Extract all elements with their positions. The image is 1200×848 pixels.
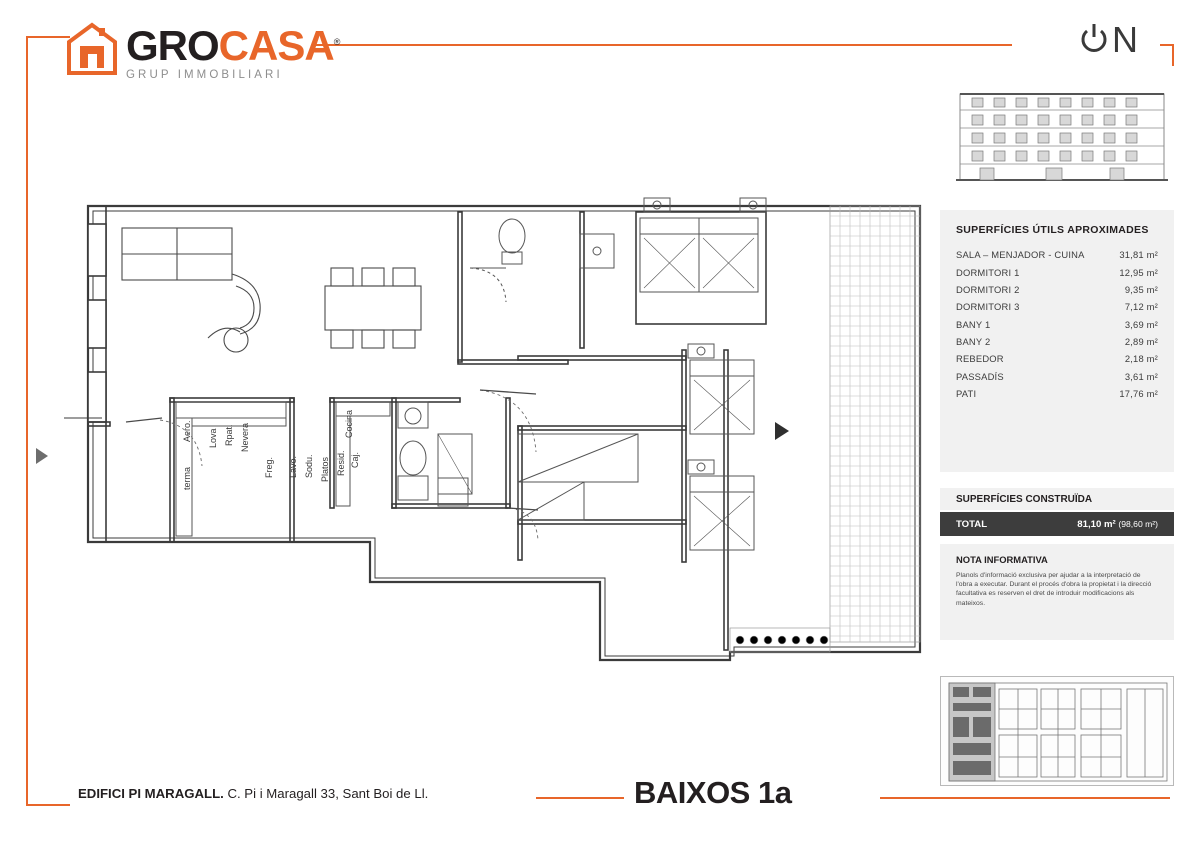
table-row — [940, 368, 1174, 385]
table-row — [940, 263, 1174, 280]
surface-value: 9,35 m² — [1124, 283, 1158, 295]
plan-label-terma: terma — [182, 466, 192, 490]
table-row — [940, 333, 1174, 350]
useful-surfaces-panel — [940, 210, 1174, 472]
built-surfaces-title: SUPERFÍCIES CONSTRUÏDA — [956, 494, 1093, 505]
surface-label: SALA – MENJADOR - CUINA — [956, 249, 1085, 261]
svg-text:Nevera: Nevera — [240, 422, 250, 452]
total-value-extra: (98,60 m²) — [1118, 518, 1158, 529]
svg-text:Caj.: Caj. — [350, 451, 360, 468]
plan-label-aero: Aero. — [182, 420, 192, 442]
svg-text:Lavo.: Lavo. — [288, 455, 298, 478]
total-value-main: 81,10 m² — [1077, 518, 1116, 530]
svg-text:Platos: Platos — [320, 456, 330, 482]
surface-label: DORMITORI 2 — [956, 283, 1020, 295]
svg-text:Sodu.: Sodu. — [304, 454, 314, 478]
surface-label: PATI — [956, 388, 977, 400]
footer-building-info — [78, 786, 428, 801]
surface-value: 2,18 m² — [1124, 353, 1158, 365]
footer-address: C. Pi i Maragall 33, Sant Boi de Ll. — [223, 786, 429, 801]
power-icon — [1079, 23, 1109, 57]
frame-line-top-left — [26, 36, 70, 38]
built-surfaces-header — [940, 488, 1174, 510]
logo-tagline: GRUP IMMOBILIARI — [126, 69, 283, 81]
logo-word-gro: GRO — [126, 22, 219, 69]
direction-arrow-icon — [775, 422, 789, 440]
surface-value: 3,69 m² — [1124, 318, 1158, 330]
surface-value: 3,61 m² — [1124, 370, 1158, 382]
table-row — [940, 350, 1174, 367]
svg-text:Cocina: Cocina — [344, 409, 354, 438]
table-row — [940, 385, 1174, 402]
floor-plan-drawing — [40, 190, 930, 690]
frame-line-bottom-right — [880, 797, 1170, 799]
informative-note-panel — [940, 544, 1174, 640]
frame-line-right-vertical — [1172, 44, 1174, 66]
frame-line-left — [26, 36, 28, 806]
table-row — [940, 281, 1174, 298]
svg-text:Lova: Lova — [208, 428, 218, 448]
built-surfaces-total-row — [940, 512, 1174, 536]
surface-label: PASSADÍS — [956, 370, 1004, 382]
surface-label: DORMITORI 3 — [956, 301, 1020, 313]
note-text: Planols d'informació exclusiva per ajudar a la interpretació de l'obra a executar. Durant el procés d'obra la propietat i la direcció facultativa es reserven el dret de introduir modificacions als mateixos. — [956, 572, 1152, 607]
surface-label: BANY 1 — [956, 318, 991, 330]
note-title: NOTA INFORMATIVA — [956, 554, 1048, 565]
surface-value: 31,81 m² — [1119, 249, 1158, 261]
key-plan-thumbnail — [940, 676, 1174, 786]
surface-value: 17,76 m² — [1119, 388, 1158, 400]
svg-text:Rpat.: Rpat. — [224, 424, 234, 446]
footer-building-name: EDIFICI PI MARAGALL. — [78, 786, 224, 801]
frame-line-top-middle — [312, 44, 1012, 46]
logo-registered-mark: ® — [333, 37, 340, 47]
total-label: TOTAL — [956, 518, 988, 530]
unit-title: BAIXOS 1a — [634, 775, 792, 810]
logo-wordmark — [126, 22, 340, 69]
logo-word-casa: CASA — [218, 22, 334, 69]
svg-text:Resid.: Resid. — [336, 450, 346, 476]
total-value — [1077, 519, 1174, 530]
surface-label: DORMITORI 1 — [956, 266, 1020, 278]
on-mark — [1079, 19, 1138, 60]
frame-line-bottom-middle — [536, 797, 624, 799]
surface-value: 2,89 m² — [1124, 336, 1158, 348]
surface-value: 12,95 m² — [1119, 266, 1158, 278]
brand-logo — [66, 22, 339, 81]
table-row — [940, 298, 1174, 315]
on-mark-letter: N — [1112, 19, 1138, 60]
house-icon — [66, 22, 118, 76]
surface-label: REBEDOR — [956, 353, 1004, 365]
building-elevation-illustration — [950, 86, 1174, 188]
surface-label: BANY 2 — [956, 336, 991, 348]
table-row — [940, 246, 1174, 263]
frame-line-bottom-left — [26, 804, 70, 806]
useful-surfaces-title: SUPERFÍCIES ÚTILS APROXIMADES — [956, 224, 1149, 236]
table-row — [940, 316, 1174, 333]
svg-text:Freg.: Freg. — [264, 456, 274, 478]
surface-value: 7,12 m² — [1124, 301, 1158, 313]
